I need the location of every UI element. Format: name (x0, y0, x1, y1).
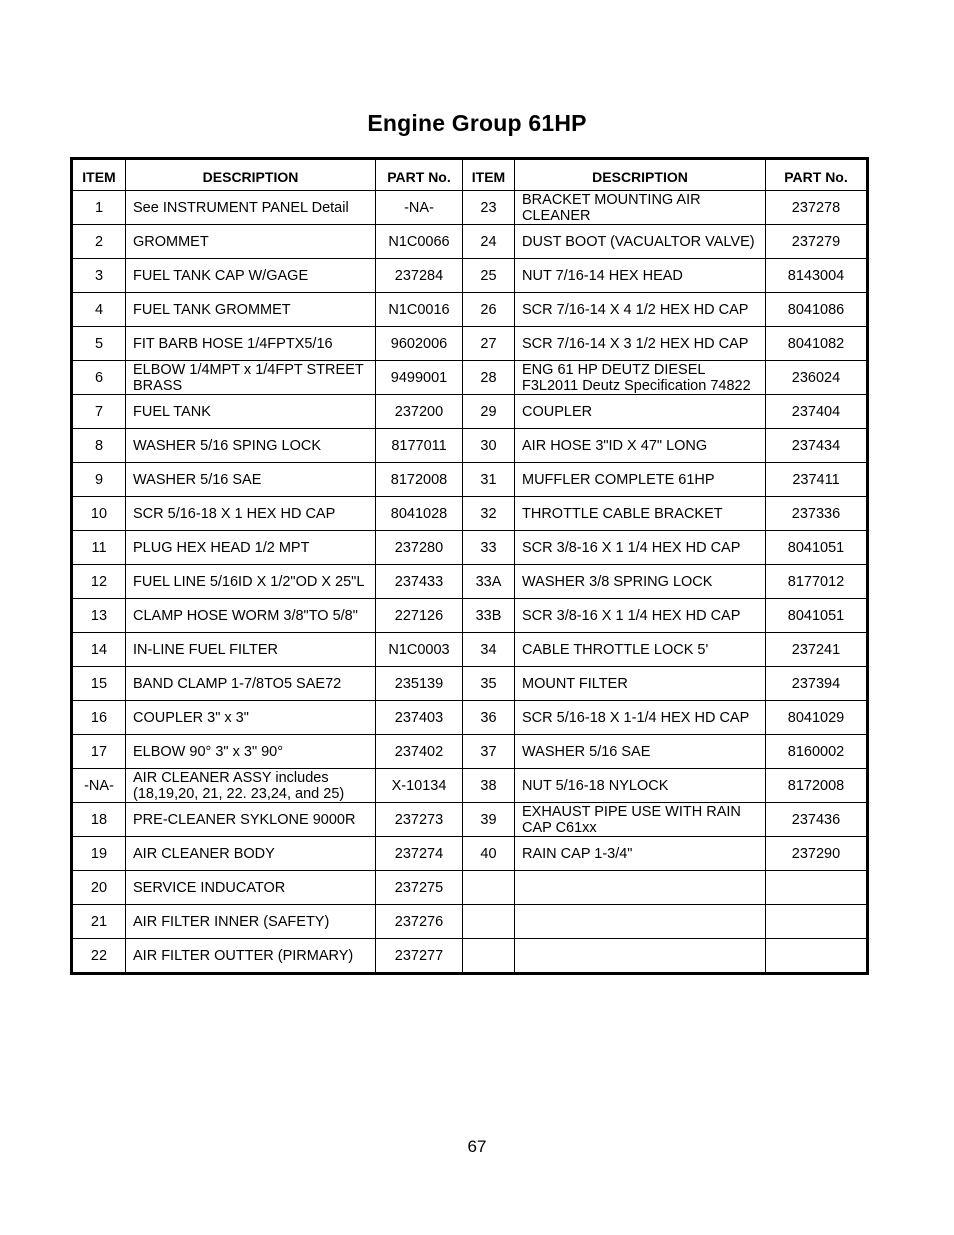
cell-description-left: PLUG HEX HEAD 1/2 MPT (126, 531, 376, 565)
header-part-no-left: PART No. (376, 159, 463, 191)
cell-description-left: ELBOW 1/4MPT x 1/4FPT STREET BRASS (126, 361, 376, 395)
page-title: Engine Group 61HP (367, 110, 587, 136)
cell-description-right: WASHER 3/8 SPRING LOCK (515, 565, 766, 599)
table-row (72, 429, 868, 463)
cell-item-right: 29 (463, 395, 515, 429)
cell-part-no-left: 9499001 (376, 361, 463, 395)
cell-description-left: WASHER 5/16 SPING LOCK (126, 429, 376, 463)
cell-part-no-left: 237200 (376, 395, 463, 429)
cell-description-left: SERVICE INDUCATOR (126, 871, 376, 905)
cell-part-no-right: 237290 (766, 837, 868, 871)
cell-item-right: 33 (463, 531, 515, 565)
cell-part-no-right (766, 871, 868, 905)
cell-part-no-right: 237241 (766, 633, 868, 667)
cell-part-no-left: 227126 (376, 599, 463, 633)
table-row (72, 905, 868, 939)
cell-item-left: 12 (72, 565, 126, 599)
table-row (72, 667, 868, 701)
cell-description-right: NUT 5/16-18 NYLOCK (515, 769, 766, 803)
cell-part-no-right: 8041082 (766, 327, 868, 361)
cell-description-right: WASHER 5/16 SAE (515, 735, 766, 769)
cell-item-right: 25 (463, 259, 515, 293)
page-number: 67 (467, 1137, 487, 1156)
cell-item-right (463, 939, 515, 974)
table-row (72, 327, 868, 361)
cell-part-no-right: 236024 (766, 361, 868, 395)
cell-description-left: See INSTRUMENT PANEL Detail (126, 191, 376, 225)
table-row (72, 701, 868, 735)
table-row (72, 259, 868, 293)
cell-description-left: BAND CLAMP 1-7/8TO5 SAE72 (126, 667, 376, 701)
cell-part-no-left: N1C0016 (376, 293, 463, 327)
header-description-left: DESCRIPTION (126, 159, 376, 191)
cell-part-no-right: 237278 (766, 191, 868, 225)
cell-item-right: 32 (463, 497, 515, 531)
cell-item-left: 4 (72, 293, 126, 327)
cell-part-no-left: 237280 (376, 531, 463, 565)
cell-description-right: MUFFLER COMPLETE 61HP (515, 463, 766, 497)
table-row (72, 395, 868, 429)
cell-description-right: RAIN CAP 1-3/4" (515, 837, 766, 871)
cell-part-no-left: 237402 (376, 735, 463, 769)
cell-item-left: 22 (72, 939, 126, 974)
table-row (72, 293, 868, 327)
cell-item-right: 31 (463, 463, 515, 497)
header-item-right: ITEM (463, 159, 515, 191)
cell-description-left: AIR CLEANER BODY (126, 837, 376, 871)
table-row (72, 837, 868, 871)
cell-part-no-left: X-10134 (376, 769, 463, 803)
cell-item-left: 11 (72, 531, 126, 565)
cell-item-right: 34 (463, 633, 515, 667)
cell-item-left: 15 (72, 667, 126, 701)
cell-description-right (515, 905, 766, 939)
cell-part-no-left: 8172008 (376, 463, 463, 497)
cell-item-right: 33A (463, 565, 515, 599)
table-row (72, 361, 868, 395)
table-row (72, 769, 868, 803)
cell-item-left: 1 (72, 191, 126, 225)
cell-item-right: 40 (463, 837, 515, 871)
cell-part-no-left: 9602006 (376, 327, 463, 361)
cell-part-no-left: -NA- (376, 191, 463, 225)
cell-item-left: 20 (72, 871, 126, 905)
table-row (72, 531, 868, 565)
cell-item-left: 5 (72, 327, 126, 361)
cell-part-no-left: 237277 (376, 939, 463, 974)
cell-item-left: 10 (72, 497, 126, 531)
cell-description-left: AIR FILTER OUTTER (PIRMARY) (126, 939, 376, 974)
cell-item-right: 35 (463, 667, 515, 701)
cell-description-right: BRACKET MOUNTING AIR CLEANER (515, 191, 766, 225)
cell-description-right (515, 939, 766, 974)
cell-description-left: COUPLER 3" x 3" (126, 701, 376, 735)
cell-item-right: 24 (463, 225, 515, 259)
cell-item-right (463, 871, 515, 905)
cell-description-right: AIR HOSE 3"ID X 47" LONG (515, 429, 766, 463)
cell-part-no-left: 8177011 (376, 429, 463, 463)
cell-description-left: FUEL TANK GROMMET (126, 293, 376, 327)
cell-part-no-right: 8041051 (766, 531, 868, 565)
cell-item-left: 9 (72, 463, 126, 497)
cell-description-left: WASHER 5/16 SAE (126, 463, 376, 497)
table-row (72, 871, 868, 905)
cell-item-left: 7 (72, 395, 126, 429)
table-row (72, 803, 868, 837)
table-row (72, 939, 868, 974)
cell-item-left: -NA- (72, 769, 126, 803)
cell-part-no-right: 237436 (766, 803, 868, 837)
cell-item-left: 14 (72, 633, 126, 667)
cell-item-right (463, 905, 515, 939)
cell-description-right: DUST BOOT (VACUALTOR VALVE) (515, 225, 766, 259)
cell-part-no-right (766, 939, 868, 974)
cell-item-left: 18 (72, 803, 126, 837)
table-row (72, 463, 868, 497)
table-row (72, 191, 868, 225)
cell-description-left: SCR 5/16-18 X 1 HEX HD CAP (126, 497, 376, 531)
header-part-no-right: PART No. (766, 159, 868, 191)
cell-description-left: CLAMP HOSE WORM 3/8"TO 5/8" (126, 599, 376, 633)
cell-part-no-left: N1C0066 (376, 225, 463, 259)
header-description-right: DESCRIPTION (515, 159, 766, 191)
cell-item-right: 38 (463, 769, 515, 803)
cell-item-right: 36 (463, 701, 515, 735)
cell-part-no-right: 237411 (766, 463, 868, 497)
cell-description-right: SCR 5/16-18 X 1-1/4 HEX HD CAP (515, 701, 766, 735)
cell-part-no-left: 237274 (376, 837, 463, 871)
cell-part-no-left: 235139 (376, 667, 463, 701)
cell-description-right: THROTTLE CABLE BRACKET (515, 497, 766, 531)
cell-item-left: 21 (72, 905, 126, 939)
cell-item-left: 2 (72, 225, 126, 259)
cell-description-left: AIR CLEANER ASSY includes (18,19,20, 21, 22. 23,24, and 25) (126, 769, 376, 803)
cell-part-no-right (766, 905, 868, 939)
cell-part-no-right: 8041029 (766, 701, 868, 735)
cell-part-no-left: 237276 (376, 905, 463, 939)
cell-description-right: SCR 7/16-14 X 4 1/2 HEX HD CAP (515, 293, 766, 327)
cell-description-right (515, 871, 766, 905)
cell-part-no-right: 8041051 (766, 599, 868, 633)
cell-description-right: SCR 3/8-16 X 1 1/4 HEX HD CAP (515, 599, 766, 633)
cell-part-no-right: 8172008 (766, 769, 868, 803)
header-item-left: ITEM (72, 159, 126, 191)
table-row (72, 497, 868, 531)
cell-part-no-left: 237403 (376, 701, 463, 735)
cell-part-no-right: 237336 (766, 497, 868, 531)
cell-description-right: MOUNT FILTER (515, 667, 766, 701)
cell-item-right: 30 (463, 429, 515, 463)
cell-part-no-right: 8041086 (766, 293, 868, 327)
cell-item-left: 16 (72, 701, 126, 735)
cell-description-left: PRE-CLEANER SYKLONE 9000R (126, 803, 376, 837)
cell-part-no-left: 237284 (376, 259, 463, 293)
cell-item-right: 23 (463, 191, 515, 225)
cell-description-right: SCR 7/16-14 X 3 1/2 HEX HD CAP (515, 327, 766, 361)
cell-part-no-right: 237394 (766, 667, 868, 701)
cell-part-no-right: 8160002 (766, 735, 868, 769)
table-header-row (72, 159, 868, 191)
table-row (72, 633, 868, 667)
cell-item-left: 6 (72, 361, 126, 395)
cell-description-left: FUEL LINE 5/16ID X 1/2"OD X 25"L (126, 565, 376, 599)
cell-item-right: 37 (463, 735, 515, 769)
cell-part-no-right: 8177012 (766, 565, 868, 599)
cell-description-left: GROMMET (126, 225, 376, 259)
cell-part-no-left: 237273 (376, 803, 463, 837)
cell-item-left: 3 (72, 259, 126, 293)
cell-part-no-left: 237433 (376, 565, 463, 599)
cell-description-right: SCR 3/8-16 X 1 1/4 HEX HD CAP (515, 531, 766, 565)
cell-item-left: 19 (72, 837, 126, 871)
cell-item-left: 17 (72, 735, 126, 769)
table-row (72, 735, 868, 769)
cell-item-left: 13 (72, 599, 126, 633)
cell-item-right: 28 (463, 361, 515, 395)
table-row (72, 225, 868, 259)
cell-description-left: FUEL TANK CAP W/GAGE (126, 259, 376, 293)
cell-description-left: ELBOW 90° 3" x 3" 90° (126, 735, 376, 769)
cell-item-left: 8 (72, 429, 126, 463)
table-row (72, 565, 868, 599)
cell-item-right: 27 (463, 327, 515, 361)
cell-description-right: EXHAUST PIPE USE WITH RAIN CAP C61xx (515, 803, 766, 837)
cell-description-right: ENG 61 HP DEUTZ DIESEL F3L2011 Deutz Specification 74822 (515, 361, 766, 395)
cell-part-no-right: 8143004 (766, 259, 868, 293)
cell-part-no-left: N1C0003 (376, 633, 463, 667)
cell-description-left: FIT BARB HOSE 1/4FPTX5/16 (126, 327, 376, 361)
cell-item-right: 39 (463, 803, 515, 837)
cell-part-no-right: 237279 (766, 225, 868, 259)
cell-description-right: CABLE THROTTLE LOCK 5' (515, 633, 766, 667)
cell-description-left: FUEL TANK (126, 395, 376, 429)
parts-table (70, 157, 869, 975)
cell-part-no-left: 8041028 (376, 497, 463, 531)
table-row (72, 599, 868, 633)
cell-item-right: 26 (463, 293, 515, 327)
cell-description-left: AIR FILTER INNER (SAFETY) (126, 905, 376, 939)
cell-part-no-left: 237275 (376, 871, 463, 905)
cell-item-right: 33B (463, 599, 515, 633)
cell-description-right: NUT 7/16-14 HEX HEAD (515, 259, 766, 293)
cell-part-no-right: 237404 (766, 395, 868, 429)
cell-part-no-right: 237434 (766, 429, 868, 463)
cell-description-left: IN-LINE FUEL FILTER (126, 633, 376, 667)
cell-description-right: COUPLER (515, 395, 766, 429)
